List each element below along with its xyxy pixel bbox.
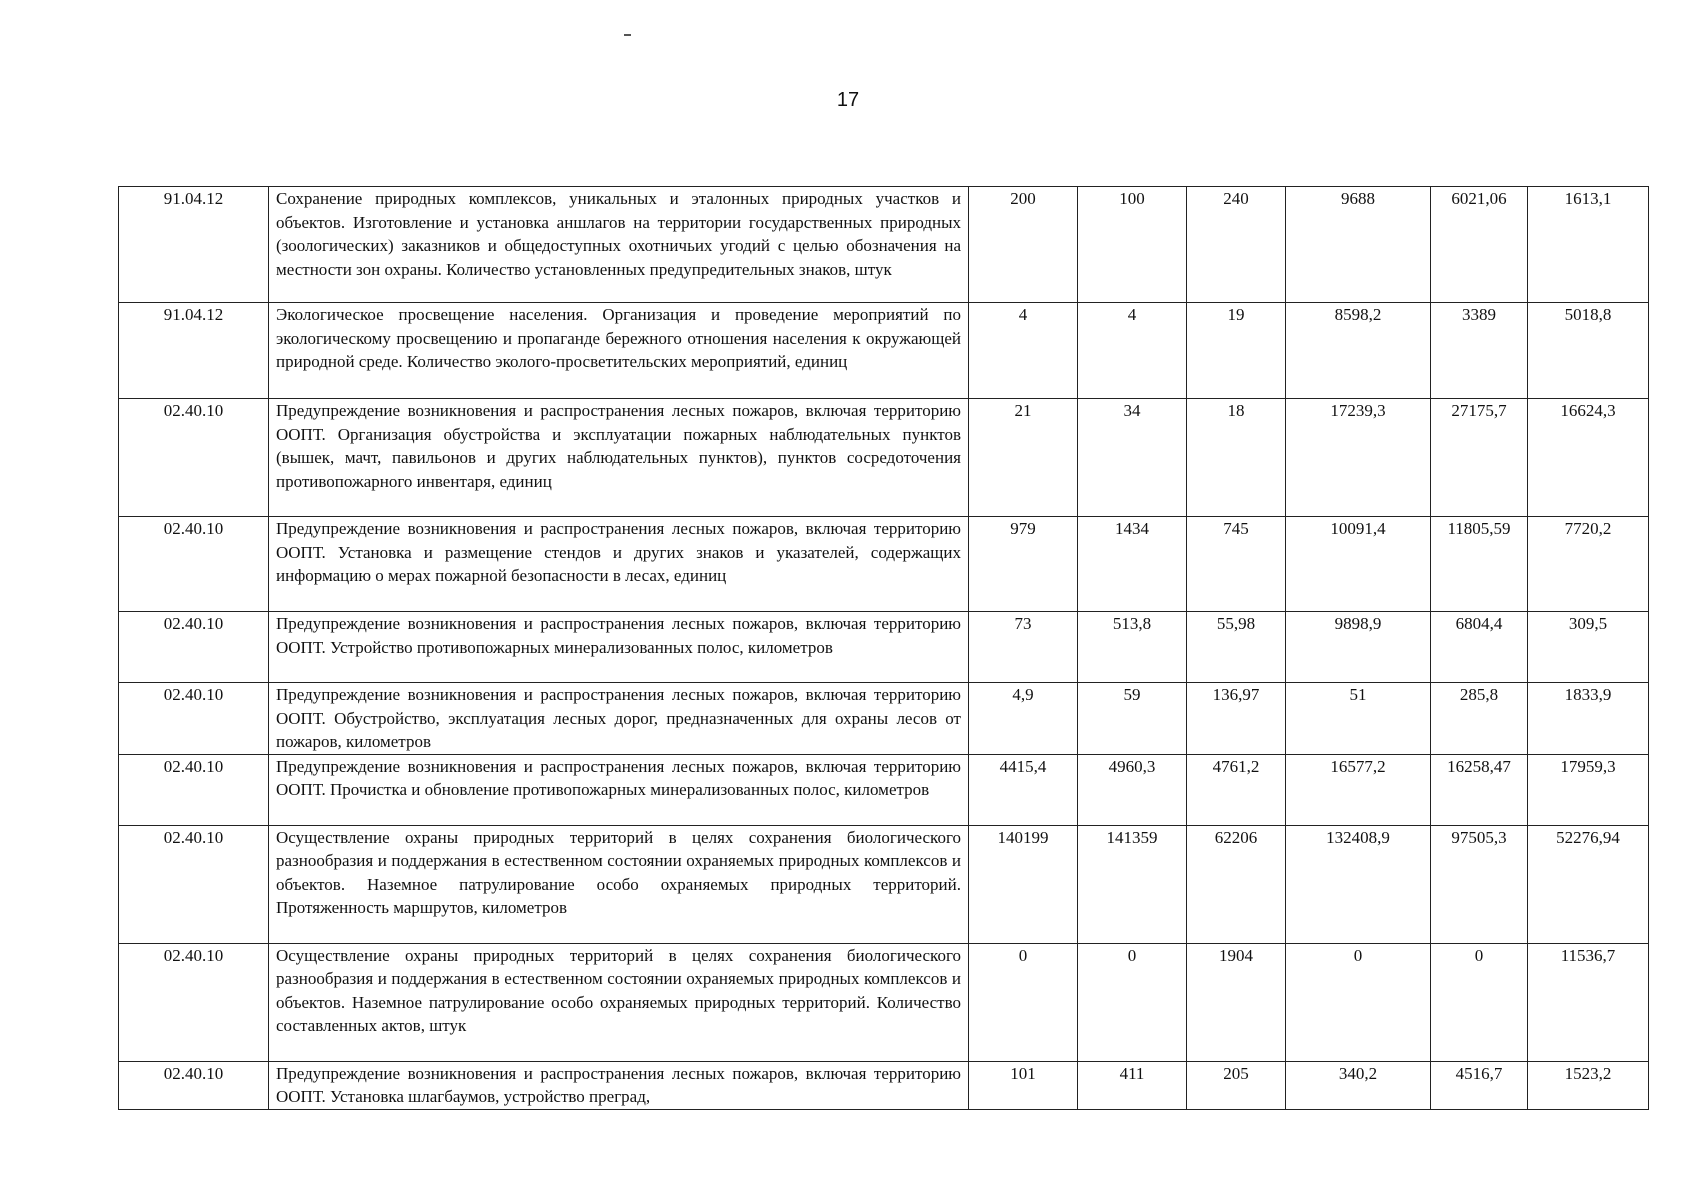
row-code-cell: 02.40.10 [119,1061,269,1109]
row-value-cell-1: 4415,4 [969,754,1078,825]
row-value-cell-1: 140199 [969,825,1078,943]
row-code-cell: 02.40.10 [119,754,269,825]
table-row [119,825,1649,943]
row-value-cell-4: 17239,3 [1286,399,1431,517]
row-value-cell-1: 73 [969,612,1078,683]
row-value-cell-5: 6804,4 [1431,612,1528,683]
row-value-cell-5: 11805,59 [1431,517,1528,612]
row-code-cell: 02.40.10 [119,943,269,1061]
table-row [119,1061,1649,1109]
row-description-cell: Осуществление охраны природных территорий в целях сохранения биологического разнообразия и поддержания в естественном состоянии охраняемых природных комплексов и объектов. Наземное патрулирование особо охраняемых природных территорий. Количество составленных актов, штук [269,943,969,1061]
row-description-cell: Предупреждение возникновения и распространения лесных пожаров, включая территорию ООПТ. Установка шлагбаумов, устройство преград, [269,1061,969,1109]
row-value-cell-5: 16258,47 [1431,754,1528,825]
row-value-cell-6: 7720,2 [1528,517,1649,612]
table-row [119,943,1649,1061]
row-code-cell: 91.04.12 [119,303,269,399]
row-value-cell-5: 97505,3 [1431,825,1528,943]
row-value-cell-3: 62206 [1187,825,1286,943]
row-value-cell-4: 340,2 [1286,1061,1431,1109]
row-value-cell-4: 132408,9 [1286,825,1431,943]
row-description-cell: Предупреждение возникновения и распространения лесных пожаров, включая территорию ООПТ. Устройство противопожарных минерализованных полос, километров [269,612,969,683]
table-row [119,754,1649,825]
row-value-cell-3: 19 [1187,303,1286,399]
row-value-cell-6: 309,5 [1528,612,1649,683]
row-value-cell-5: 3389 [1431,303,1528,399]
table-row [119,612,1649,683]
row-value-cell-2: 4960,3 [1078,754,1187,825]
row-code-cell: 91.04.12 [119,187,269,303]
row-value-cell-6: 5018,8 [1528,303,1649,399]
row-value-cell-4: 9898,9 [1286,612,1431,683]
row-value-cell-2: 4 [1078,303,1187,399]
row-value-cell-3: 4761,2 [1187,754,1286,825]
row-value-cell-3: 136,97 [1187,683,1286,755]
row-value-cell-4: 0 [1286,943,1431,1061]
row-value-cell-6: 17959,3 [1528,754,1649,825]
row-value-cell-1: 0 [969,943,1078,1061]
row-value-cell-1: 101 [969,1061,1078,1109]
row-description-cell: Экологическое просвещение населения. Организация и проведение мероприятий по экологическому просвещению и пропаганде бережного отношения населения к окружающей природной среде. Количество эколого-просветительских мероприятий, единиц [269,303,969,399]
row-value-cell-4: 51 [1286,683,1431,755]
row-description-cell: Предупреждение возникновения и распространения лесных пожаров, включая территорию ООПТ. Организация обустройства и эксплуатации пожарных наблюдательных пунктов (вышек, мачт, павильонов и других наблюдательных пунктов), пунктов сосредоточения противопожарного инвентаря, единиц [269,399,969,517]
row-value-cell-4: 8598,2 [1286,303,1431,399]
row-code-cell: 02.40.10 [119,683,269,755]
budget-indicators-table [118,186,1649,1110]
scan-dash-mark [624,34,631,36]
page-number: 17 [836,89,860,111]
row-value-cell-2: 411 [1078,1061,1187,1109]
table-row [119,187,1649,303]
row-code-cell: 02.40.10 [119,825,269,943]
row-value-cell-2: 59 [1078,683,1187,755]
row-value-cell-5: 6021,06 [1431,187,1528,303]
table-row [119,683,1649,755]
row-value-cell-2: 0 [1078,943,1187,1061]
row-description-cell: Предупреждение возникновения и распространения лесных пожаров, включая территорию ООПТ. Установка и размещение стендов и других знаков и указателей, содержащих информацию о мерах пожарной безопасности в лесах, единиц [269,517,969,612]
row-value-cell-3: 55,98 [1187,612,1286,683]
row-value-cell-3: 1904 [1187,943,1286,1061]
row-value-cell-6: 16624,3 [1528,399,1649,517]
row-code-cell: 02.40.10 [119,612,269,683]
row-description-cell: Сохранение природных комплексов, уникальных и эталонных природных участков и объектов. Изготовление и установка аншлагов на территории государственных природных (зоологических) заказников и общедоступных охотничьих угодий с целью обозначения на местности зон охраны. Количество установленных предупредительных знаков, штук [269,187,969,303]
row-description-cell: Осуществление охраны природных территорий в целях сохранения биологического разнообразия и поддержания в естественном состоянии охраняемых природных комплексов и объектов. Наземное патрулирование особо охраняемых природных территорий. Протяженность маршрутов, километров [269,825,969,943]
row-value-cell-2: 100 [1078,187,1187,303]
row-value-cell-5: 4516,7 [1431,1061,1528,1109]
table-row [119,303,1649,399]
row-value-cell-4: 9688 [1286,187,1431,303]
row-value-cell-3: 205 [1187,1061,1286,1109]
row-value-cell-2: 34 [1078,399,1187,517]
row-value-cell-5: 27175,7 [1431,399,1528,517]
row-code-cell: 02.40.10 [119,399,269,517]
row-value-cell-3: 745 [1187,517,1286,612]
row-value-cell-6: 1613,1 [1528,187,1649,303]
row-value-cell-2: 141359 [1078,825,1187,943]
row-value-cell-2: 1434 [1078,517,1187,612]
table-row [119,399,1649,517]
row-value-cell-3: 240 [1187,187,1286,303]
row-value-cell-6: 52276,94 [1528,825,1649,943]
row-value-cell-1: 21 [969,399,1078,517]
row-value-cell-6: 11536,7 [1528,943,1649,1061]
row-value-cell-1: 979 [969,517,1078,612]
table-row [119,517,1649,612]
row-value-cell-6: 1523,2 [1528,1061,1649,1109]
row-value-cell-4: 10091,4 [1286,517,1431,612]
row-description-cell: Предупреждение возникновения и распространения лесных пожаров, включая территорию ООПТ. Прочистка и обновление противопожарных минерализованных полос, километров [269,754,969,825]
row-description-cell: Предупреждение возникновения и распространения лесных пожаров, включая территорию ООПТ. Обустройство, эксплуатация лесных дорог, предназначенных для охраны лесов от пожаров, километров [269,683,969,755]
row-value-cell-1: 200 [969,187,1078,303]
row-value-cell-1: 4,9 [969,683,1078,755]
row-code-cell: 02.40.10 [119,517,269,612]
row-value-cell-6: 1833,9 [1528,683,1649,755]
row-value-cell-4: 16577,2 [1286,754,1431,825]
row-value-cell-3: 18 [1187,399,1286,517]
row-value-cell-1: 4 [969,303,1078,399]
row-value-cell-5: 0 [1431,943,1528,1061]
row-value-cell-5: 285,8 [1431,683,1528,755]
row-value-cell-2: 513,8 [1078,612,1187,683]
